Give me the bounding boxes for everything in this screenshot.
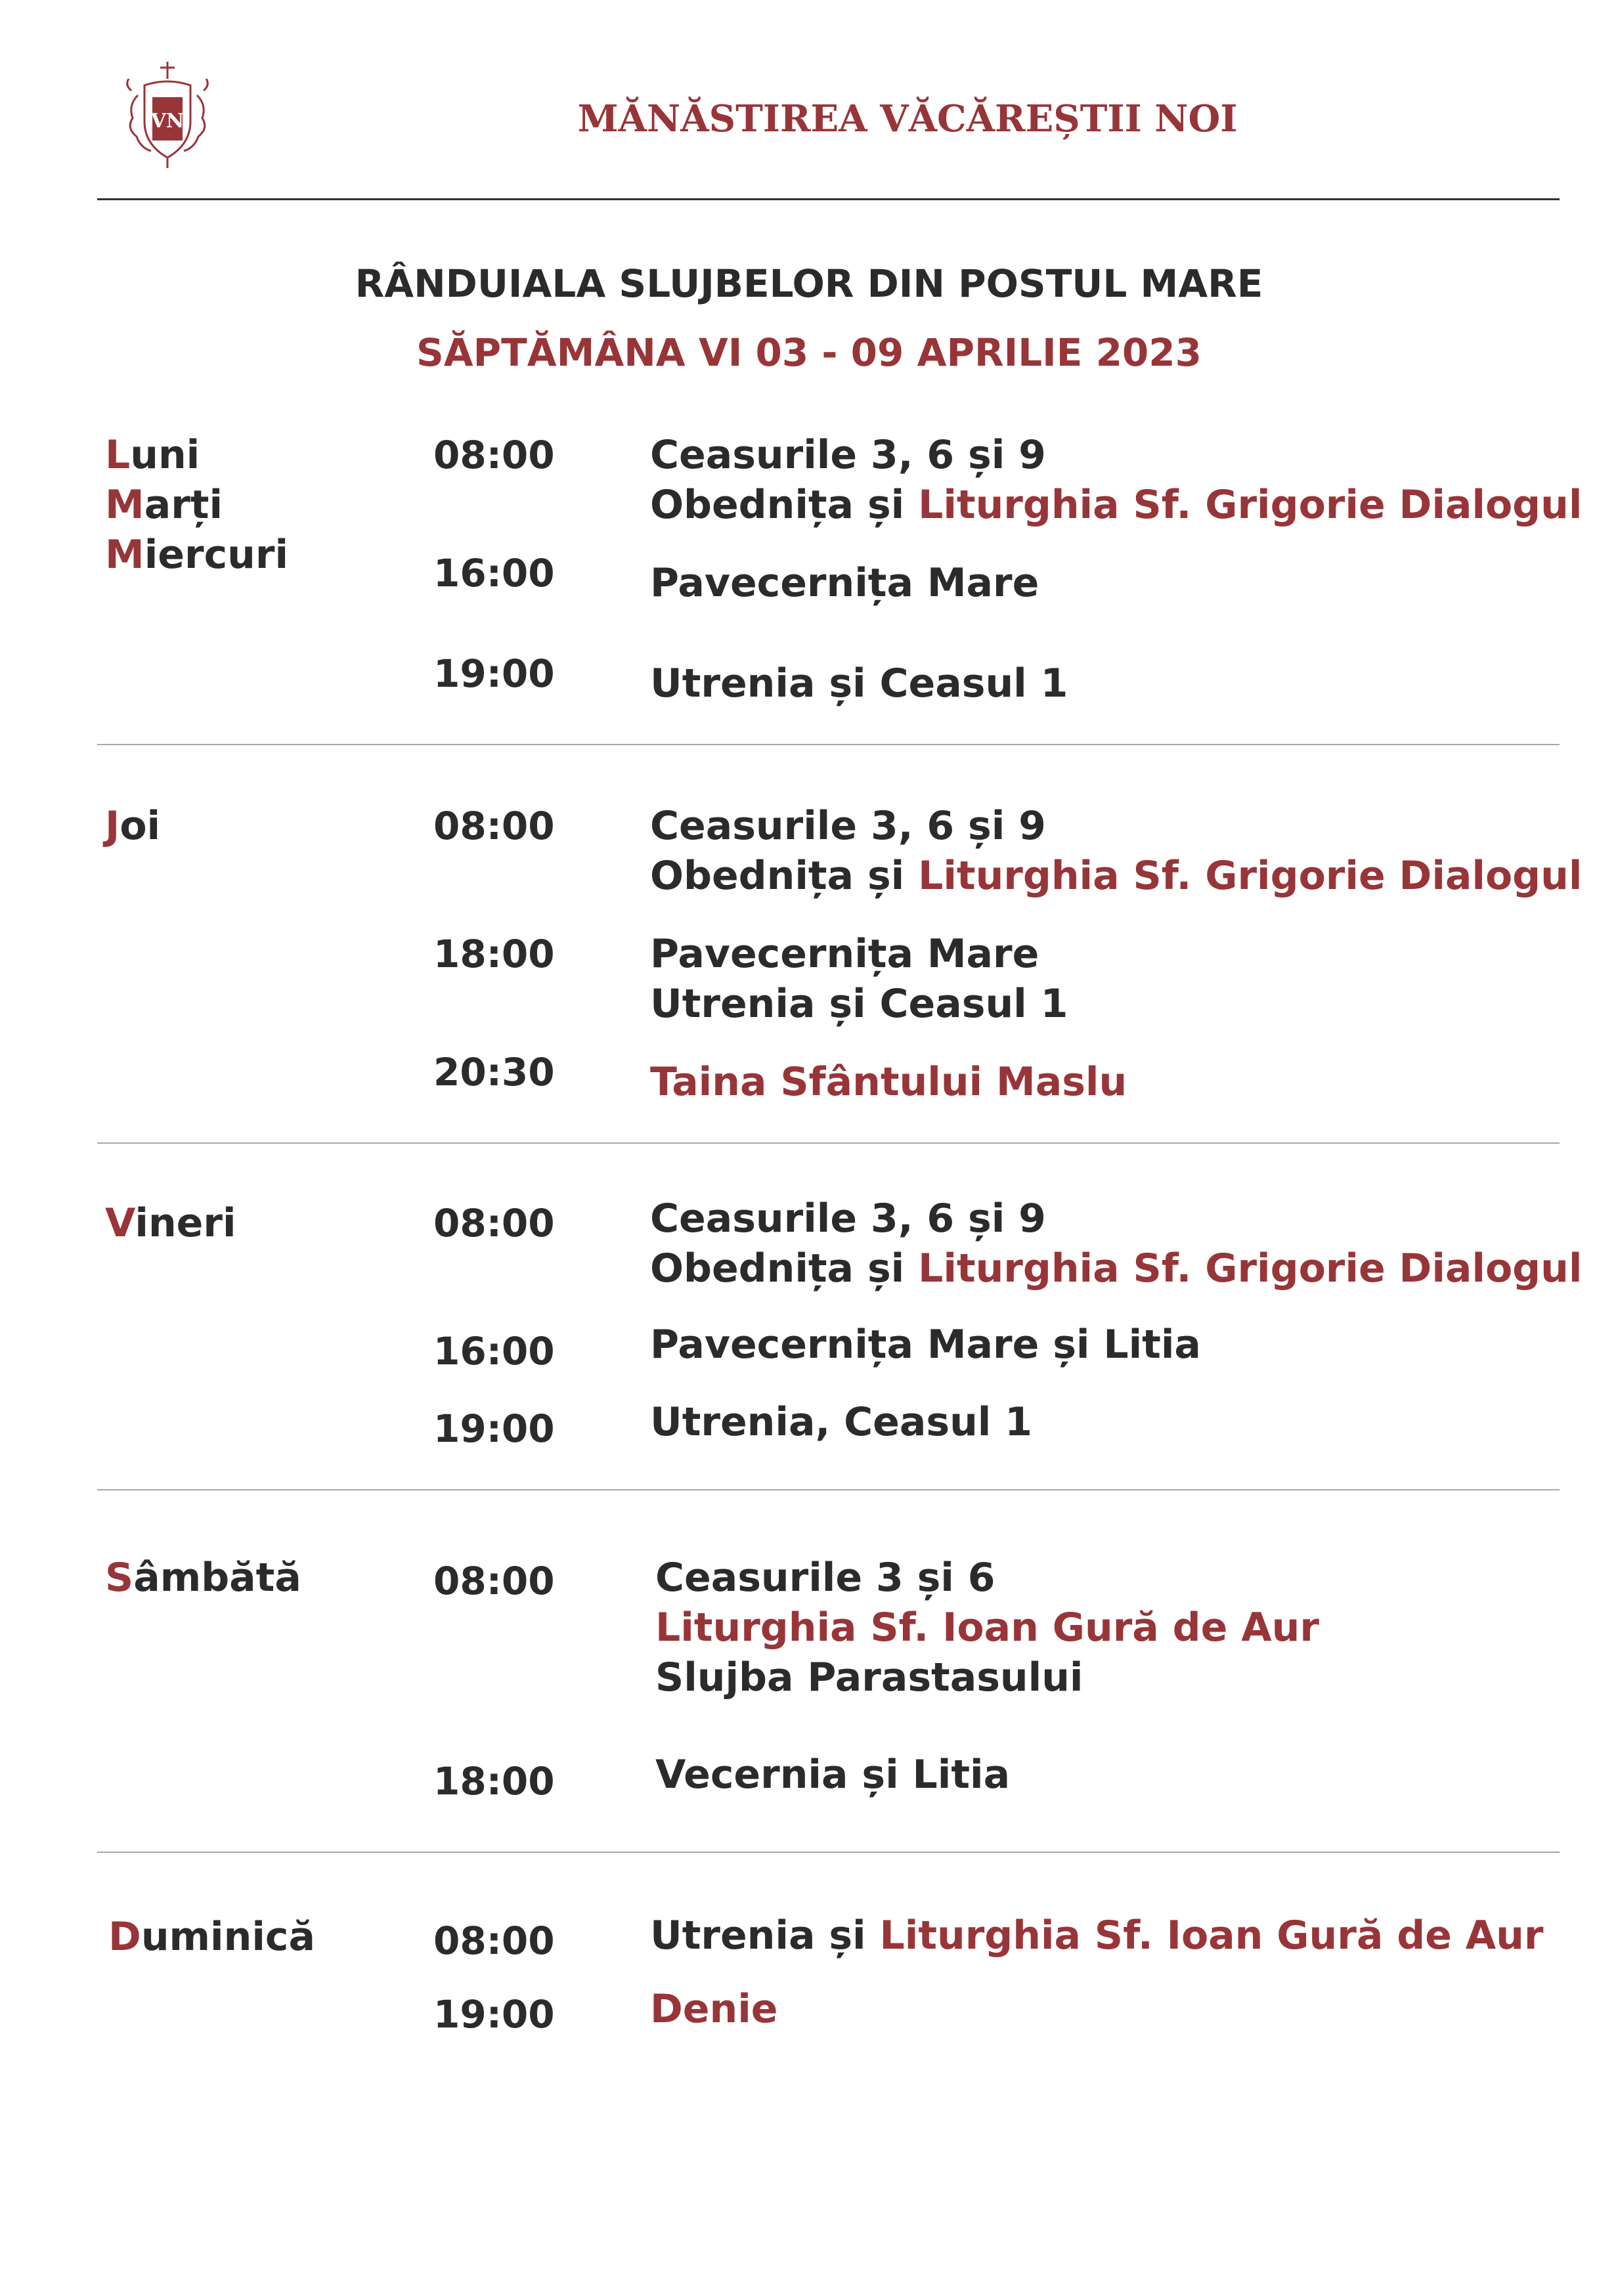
day-label: Joi [105, 803, 161, 849]
slot-services: Ceasurile 3, 6 și 9 Obednița și Liturghia Sf. Grigorie Dialogul [650, 1196, 1583, 1291]
slot-time: 08:00 [433, 1559, 555, 1603]
day-label: Vineri [105, 1200, 236, 1246]
slot-services: Denie [650, 1986, 778, 2032]
header-divider [97, 198, 1560, 200]
slot-time: 19:00 [433, 651, 555, 696]
schedule-title: RÂNDUIALA SLUJBELOR DIN POSTUL MARE [355, 261, 1263, 306]
slot-time: 16:00 [433, 551, 555, 596]
slot-time: 20:30 [433, 1050, 555, 1094]
slot-time: 19:00 [433, 1992, 555, 2037]
day-label: Duminică [108, 1914, 315, 1960]
slot-time: 18:00 [433, 1759, 555, 1804]
section-divider [97, 1489, 1560, 1490]
section-divider [97, 744, 1560, 745]
slot-time: 08:00 [433, 433, 555, 477]
slot-services: Utrenia și Ceasul 1 [650, 661, 1068, 706]
day-label: Luni Marți Miercuri [105, 432, 289, 578]
slot-time: 08:00 [433, 1918, 555, 1963]
logo-letters: VN [150, 110, 185, 133]
day-label: Sâmbătă [105, 1555, 301, 1601]
slot-services: Pavecernița Mare și Litia [650, 1322, 1201, 1368]
slot-services: Vecernia și Litia [655, 1752, 1011, 1798]
slot-time: 18:00 [433, 932, 555, 976]
slot-time: 08:00 [433, 804, 555, 848]
slot-time: 19:00 [433, 1406, 555, 1451]
slot-services: Pavecernița Mare [650, 560, 1039, 606]
slot-time: 08:00 [433, 1201, 555, 1245]
slot-services: Utrenia și Liturghia Sf. Ioan Gură de Aur [650, 1913, 1544, 1959]
slot-services: Ceasurile 3, 6 și 9 Obednița și Liturghia Sf. Grigorie Dialogul [650, 803, 1583, 899]
slot-time: 16:00 [433, 1329, 555, 1374]
schedule-week: SĂPTĂMÂNA VI 03 - 09 APRILIE 2023 [416, 330, 1202, 375]
slot-services: Utrenia, Ceasul 1 [650, 1399, 1032, 1445]
slot-services: Pavecernița Mare Utrenia și Ceasul 1 [650, 931, 1068, 1027]
section-divider [97, 1852, 1560, 1853]
monastery-name: MĂNĂSTIREA VĂCĂREȘTII NOI [577, 97, 1238, 141]
slot-services: Ceasurile 3, 6 și 9 Obednița și Liturghia Sf. Grigorie Dialogul [650, 432, 1583, 528]
slot-services: Ceasurile 3 și 6 Liturghia Sf. Ioan Gură de Aur Slujba Parastasului [655, 1555, 1319, 1700]
slot-services: Taina Sfântului Maslu [650, 1059, 1127, 1105]
section-divider [97, 1142, 1560, 1144]
